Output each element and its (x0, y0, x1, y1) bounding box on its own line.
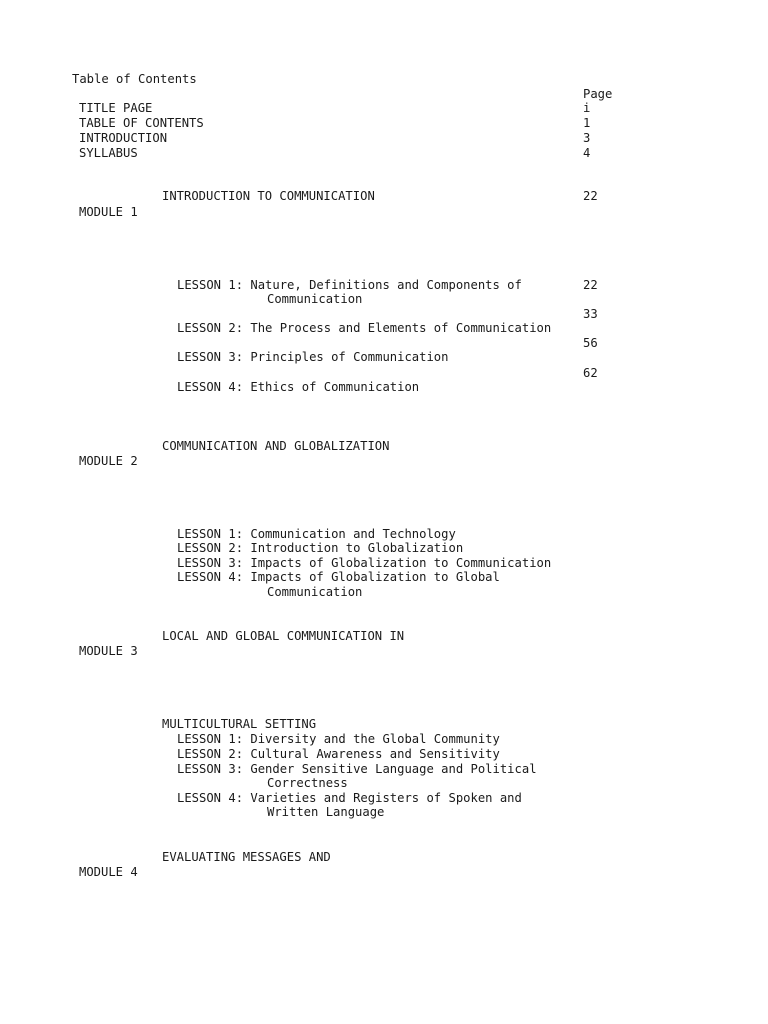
lesson-entry: LESSON 2: Cultural Awareness and Sensitivity (177, 747, 500, 761)
module-label: MODULE 4 (79, 865, 138, 879)
lesson-entry: LESSON 4: Ethics of Communication (177, 380, 420, 394)
toc-entry-page: 1 (583, 116, 591, 130)
toc-heading: Table of Contents (72, 72, 197, 86)
module-label: MODULE 2 (79, 454, 138, 468)
lesson-entry: LESSON 2: Introduction to Globalization (177, 541, 464, 555)
module-title-cont: MULTICULTURAL SETTING (162, 717, 317, 731)
toc-entry-page: 3 (583, 131, 591, 145)
lesson-entry-cont: Written Language (267, 805, 385, 819)
lesson-entry-cont: Correctness (267, 776, 348, 790)
module-label: MODULE 1 (79, 205, 138, 219)
module-title: COMMUNICATION AND GLOBALIZATION (162, 439, 390, 453)
lesson-entry-cont: Communication (267, 585, 363, 599)
module-label: MODULE 3 (79, 644, 138, 658)
lesson-entry-cont: Communication (267, 292, 363, 306)
lesson-entry: LESSON 1: Diversity and the Global Community (177, 732, 500, 746)
lesson-page: 22 (583, 278, 598, 292)
module-title: EVALUATING MESSAGES AND (162, 850, 331, 864)
lesson-entry: LESSON 3: Principles of Communication (177, 350, 449, 364)
lesson-entry: LESSON 4: Impacts of Globalization to Global (177, 570, 500, 584)
module-title: LOCAL AND GLOBAL COMMUNICATION IN (162, 629, 405, 643)
lesson-page: 62 (583, 366, 598, 380)
toc-entry-page: i (583, 101, 591, 115)
lesson-entry: LESSON 3: Gender Sensitive Language and Political (177, 762, 537, 776)
page-column-header: Page (583, 87, 613, 101)
lesson-entry: LESSON 1: Communication and Technology (177, 527, 456, 541)
toc-entry-label: TITLE PAGE (79, 101, 153, 115)
lesson-entry: LESSON 3: Impacts of Globalization to Communication (177, 556, 552, 570)
module-title: INTRODUCTION TO COMMUNICATION (162, 189, 375, 203)
lesson-entry: LESSON 1: Nature, Definitions and Components of (177, 278, 522, 292)
toc-entry-label: INTRODUCTION (79, 131, 168, 145)
lesson-entry: LESSON 2: The Process and Elements of Communication (177, 321, 552, 335)
lesson-page: 33 (583, 307, 598, 321)
lesson-entry: LESSON 4: Varieties and Registers of Spoken and (177, 791, 522, 805)
lesson-page: 56 (583, 336, 598, 350)
toc-entry-label: SYLLABUS (79, 146, 138, 160)
toc-entry-page: 4 (583, 146, 591, 160)
module-page: 22 (583, 189, 598, 203)
toc-entry-label: TABLE OF CONTENTS (79, 116, 204, 130)
